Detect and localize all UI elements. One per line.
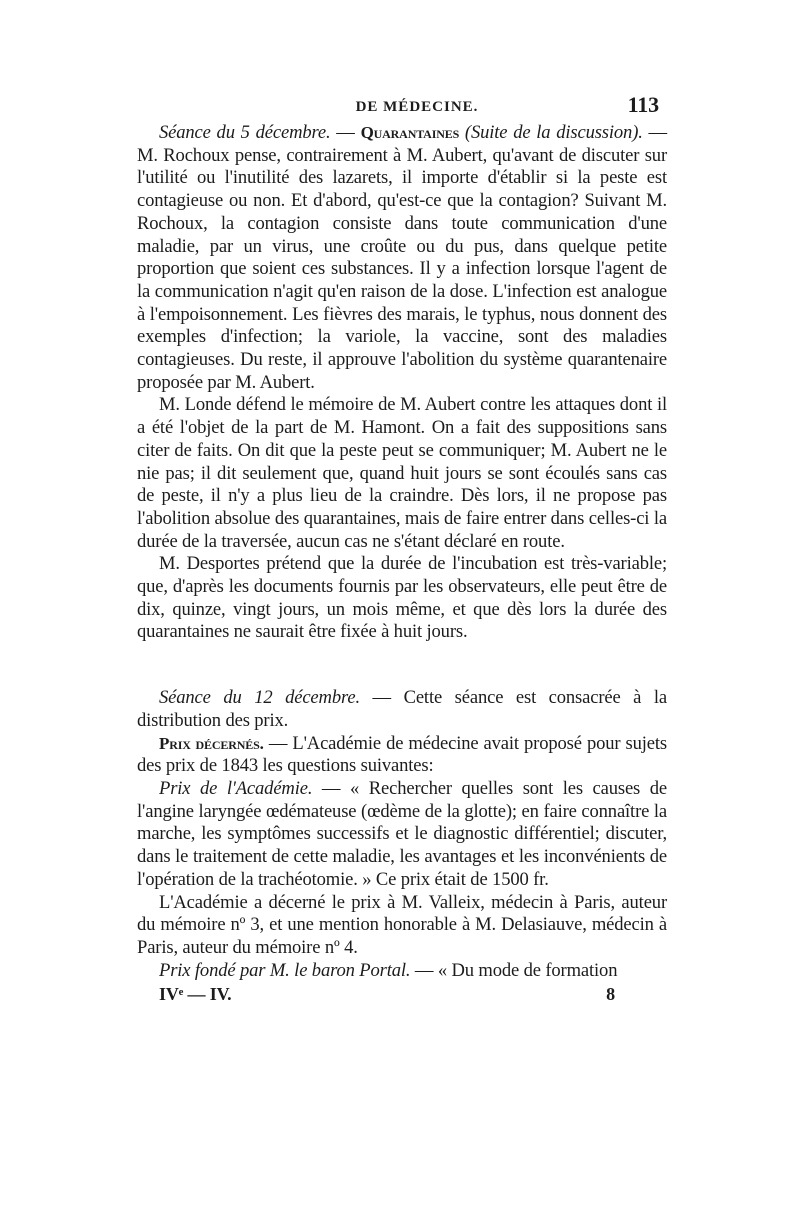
- paragraph-text: — M. Rochoux pense, contrairement à M. Aubert, qu'avant de discuter sur l'utilité ou l'inutilité des lazarets, il importe d'établir si la peste est contagieuse ou non. Et d'abord, qu'est-ce que la contagion? Suivant M. Rochoux, la contagion consiste dans toute communication d'une maladie, par un virus, une croûte ou du pus, dans quelque petite proportion que soient ces substances. Il y a infection lorsque l'agent de la communication n'agit qu'en raison de la dose. L'infection est analogue à l'empoisonnement. Les fièvres des marais, le typhus, nous donnent des exemples d'infection; la variole, la vaccine, sont des maladies contagieuses. Du reste, il approuve l'abolition du système quarantenaire proposée par M. Aubert.: [137, 122, 668, 393]
- paragraph-text: — « Rechercher quelles sont les causes de l'angine laryngée œdémateuse (œdème de la glotte); en faire connaître la marche, les symptômes successifs et le diagnostic différentiel; discuter, dans le traitement de cette maladie, les avantages et les inconvénients de l'opération de la trachéotomie. » Ce prix était de 1500 fr.: [137, 777, 667, 890]
- paragraph-prix-portal: [137, 960, 667, 983]
- sheet-number: 8: [606, 984, 615, 1005]
- paragraph-text: — « Du mode de formation: [410, 959, 618, 981]
- page-footer: [137, 982, 667, 1006]
- paragraph-text: — Cette séance est consacrée à la distribution des prix.: [137, 687, 667, 731]
- paragraph-seance-12: [137, 687, 667, 732]
- signature-mark: IVᵉ — IV.: [159, 984, 232, 1005]
- topic-suite: (Suite de la discussion).: [464, 122, 643, 143]
- paragraph-prix-academie: [137, 778, 667, 892]
- running-head: [137, 92, 667, 122]
- paragraph-desportes: M. Desportes prétend que la durée de l'incubation est très-variable; que, d'après les documents fournis par les observateurs, elle peut être de dix, quinze, vingt jours, un mois même, et que dès lors la durée des quarantaines ne saurait être fixée à huit jours.: [137, 553, 667, 643]
- session-date-heading: Séance du 12 décembre.: [159, 687, 360, 709]
- page-number: 113: [627, 92, 659, 117]
- section-gap: [137, 644, 667, 687]
- book-page: [137, 92, 667, 1006]
- running-title: DE MÉDECINE.: [355, 99, 479, 115]
- prix-academie-heading: Prix de l'Académie.: [159, 777, 313, 799]
- paragraph-rochoux: [137, 122, 667, 394]
- paragraph-prix-decernes: [137, 733, 667, 778]
- paragraph-laureats: L'Académie a décerné le prix à M. Valleix, médecin à Paris, auteur du mémoire nº 3, et une mention honorable à M. Delasiauve, médecin à Paris, auteur du mémoire nº 4.: [137, 891, 667, 958]
- prix-decernes-heading: Prix décernés.: [159, 733, 264, 753]
- paragraph-londe: M. Londe défend le mémoire de M. Aubert contre les attaques dont il a été l'objet de la part de M. Hamont. On a fait des suppositions sans citer de faits. On dit que la peste peut se communiquer; M. Aubert ne le nie pas; il dit seulement que, quand huit jours se sont écoulés sans cas de peste, il n'y a plus lieu de la craindre. Dès lors, il ne propose pas l'abolition absolue des quarantaines, mais de faire entrer dans celles-ci la durée de la traversée, aucun cas ne s'étant déclaré en route.: [137, 394, 667, 552]
- heading-dash: —: [330, 122, 361, 143]
- topic-heading: Quarantaines: [360, 123, 460, 142]
- paragraph-text: — L'Académie de médecine avait proposé pour sujets des prix de 1843 les questions suivantes:: [137, 732, 667, 777]
- session-date-heading: Séance du 5 décembre.: [159, 122, 331, 143]
- prix-portal-heading: Prix fondé par M. le baron Portal.: [159, 959, 411, 981]
